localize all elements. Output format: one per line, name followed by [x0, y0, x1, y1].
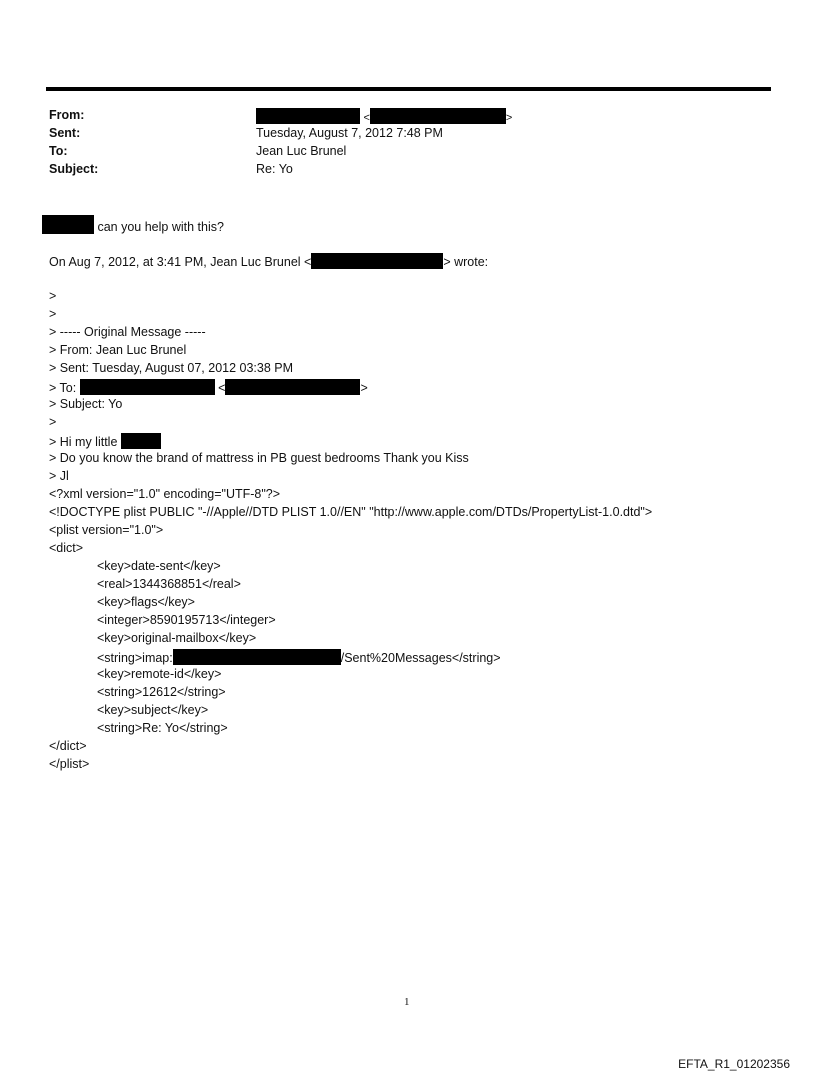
from-open-bracket: < — [363, 112, 370, 124]
to-label: To: — [49, 144, 68, 158]
xml-line: <!DOCTYPE plist PUBLIC "-//Apple//DTD PLIST 1.0//EN" "http://www.apple.com/DTDs/PropertyList-1.0.dtd"> — [49, 505, 653, 519]
quote-line: > ----- Original Message ----- — [49, 325, 206, 339]
sent-label: Sent: — [49, 126, 81, 140]
quote-to-mid: < — [214, 381, 226, 395]
xml-line: <plist version="1.0"> — [49, 523, 164, 537]
xml-line: <dict> — [49, 541, 84, 555]
quote-intro — [49, 253, 488, 269]
subject-value: Re: Yo — [256, 162, 293, 176]
quote-line: > — [49, 289, 57, 303]
quote-to-post: > — [360, 381, 368, 395]
xml-line: <integer>8590195713</integer> — [97, 613, 276, 627]
redaction-box — [370, 108, 506, 124]
xml-imap-line — [97, 649, 501, 665]
quote-line: > Do you know the brand of mattress in PB guest bedrooms Thank you Kiss — [49, 451, 469, 465]
quote-hi-line — [49, 433, 161, 449]
quote-intro-pre: On Aug 7, 2012, at 3:41 PM, Jean Luc Brunel < — [49, 255, 312, 269]
xml-line: <string>12612</string> — [97, 685, 226, 699]
bates-number: EFTA_R1_01202356 — [678, 1057, 790, 1071]
sent-value: Tuesday, August 7, 2012 7:48 PM — [256, 126, 443, 140]
redaction-box — [256, 108, 360, 124]
from-value — [256, 108, 512, 124]
quote-line: > — [49, 307, 57, 321]
xml-line: </plist> — [49, 757, 90, 771]
xml-line: <key>date-sent</key> — [97, 559, 221, 573]
quote-to-line — [49, 379, 368, 395]
redaction-box — [42, 215, 94, 234]
quote-line: > Sent: Tuesday, August 07, 2012 03:38 PM — [49, 361, 294, 375]
quote-to-pre: > To: — [49, 381, 80, 395]
xml-line: <string>Re: Yo</string> — [97, 721, 228, 735]
quote-hi-text: > Hi my little — [49, 435, 121, 449]
xml-imap-pre: <string>imap: — [97, 651, 173, 665]
redaction-box — [121, 433, 161, 449]
subject-label: Subject: — [49, 162, 99, 176]
greeting-text: can you help with this? — [94, 220, 224, 234]
redaction-box — [80, 379, 215, 395]
xml-line: </dict> — [49, 739, 87, 753]
quote-line: > Jl — [49, 469, 69, 483]
greeting-line — [42, 215, 224, 234]
quote-line: > From: Jean Luc Brunel — [49, 343, 187, 357]
redaction-box — [173, 649, 341, 665]
quote-line: > — [49, 415, 57, 429]
xml-line: <key>subject</key> — [97, 703, 209, 717]
to-value: Jean Luc Brunel — [256, 144, 347, 158]
redaction-box — [225, 379, 360, 395]
redaction-box — [311, 253, 443, 269]
quote-line: > Subject: Yo — [49, 397, 123, 411]
xml-imap-post: /Sent%20Messages</string> — [340, 651, 501, 665]
from-close-bracket: > — [505, 112, 513, 124]
xml-line: <real>1344368851</real> — [97, 577, 241, 591]
xml-line: <key>remote-id</key> — [97, 667, 222, 681]
xml-line: <?xml version="1.0" encoding="UTF-8"?> — [49, 487, 281, 501]
header-rule — [46, 87, 771, 91]
page-number: 1 — [404, 996, 410, 1008]
xml-line: <key>original-mailbox</key> — [97, 631, 257, 645]
xml-line: <key>flags</key> — [97, 595, 195, 609]
quote-intro-post: > wrote: — [443, 255, 489, 269]
from-label: From: — [49, 108, 85, 122]
